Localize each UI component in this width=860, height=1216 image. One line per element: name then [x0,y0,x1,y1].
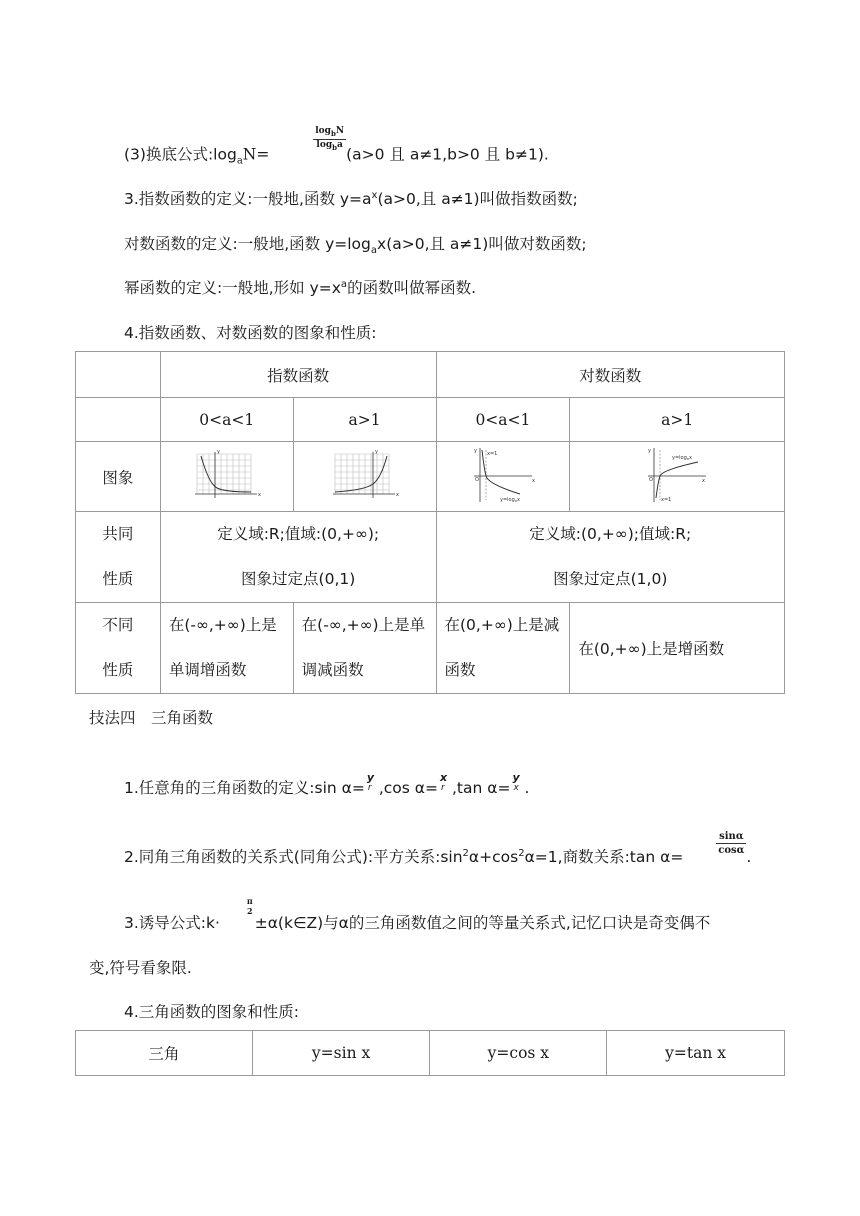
same-angle-relations [124,831,752,871]
axis-x-label: x [257,491,261,498]
text: x [371,189,378,201]
trig-table-intro: 4.三角函数的图象和性质: [124,1003,300,1021]
text: 在(-∞,+∞)上是 [168,616,277,634]
empty-cell [76,398,161,442]
curve-label: $y=\log_ax$ [499,496,520,503]
text: 幂函数的定义:一般地,形如 y=x [124,279,341,297]
text: 共同 [102,525,134,543]
text: 调减函数 [301,661,364,679]
section-title-trig: 技法四 三角函数 [89,709,214,727]
text: ,tan α= [452,779,511,797]
text: ,cos α= [378,779,438,797]
text: α=1,商数关系:tan α= [524,848,684,866]
cond-log-large: a>1 [570,398,785,442]
graph-log-increasing [570,442,785,512]
log-fraction [313,126,346,153]
diff-log-small [436,603,570,694]
axis-y-label: y [648,447,652,454]
cond-exp-small: 0<a<1 [160,398,293,442]
trig-col-label: 三角 [76,1031,253,1076]
axis-y-label: y [473,447,477,454]
text: 性质 [102,570,134,588]
change-of-base-line [124,126,549,169]
log-decreasing-graph [470,446,536,504]
log-increasing-graph [644,446,710,504]
row-label-diff [76,603,161,694]
text: N= [242,145,270,164]
axis-y-label: y [374,448,378,455]
text: log [315,126,331,136]
text: 定义域:(0,+∞);值域:R; [529,525,692,543]
text: 在(-∞,+∞)上是单 [301,616,426,634]
text: . [524,779,530,797]
exp-decay-graph [191,448,263,502]
axis-x-label: x [395,491,399,498]
cond-exp-large: a>1 [293,398,436,442]
origin-label: O [649,476,654,483]
text: 2 [462,847,469,859]
exp-definition [124,187,578,209]
text: a [340,278,348,290]
empty-cell [76,352,161,398]
text: (a>0,且 a≠1)叫做指数函数; [377,190,578,208]
text: ±α(k∈Z)与α的三角函数值之间的等量关系式,记忆口诀是奇变偶不 [254,914,711,932]
trig-definition: 1.任意角的三角函数的定义:sin α= y r ,cos α= x r ,tan α= y x . [124,771,530,797]
induction-formula-cont: 变,符号看象限. [89,959,192,977]
trig-col-cos: y=cos x [430,1031,607,1076]
induction-formula [124,895,711,934]
diff-log-large: 在(0,+∞)上是增函数 [570,603,785,694]
text: . [746,848,752,866]
log-definition [124,232,587,256]
pi-over-2: π 2 [246,895,253,916]
text: 1.任意角的三角函数的定义:sin α= [124,779,365,797]
text: N [335,126,345,136]
origin-label: O [474,476,479,483]
diff-exp-small [160,603,293,694]
curve-label: $y=\log_ax$ [672,454,693,461]
text: (3)换底公式:log [124,145,237,164]
exp-growth-graph [329,448,401,502]
trig-table [75,1030,785,1076]
text: b [330,128,336,138]
exp-log-table [75,351,785,694]
row-label-graph: 图象 [76,442,161,512]
graph-exp-increasing [293,442,436,512]
text: x(a>0,且 a≠1)叫做对数函数; [377,235,587,253]
text: 3.诱导公式:k· [124,914,220,932]
text: 不同 [102,616,134,634]
x1-label: x=1 [486,450,498,457]
text: 定义域:R;值域:(0,+∞); [217,525,380,543]
table-intro: 4.指数函数、对数函数的图象和性质: [124,324,377,342]
axis-y-label: y [216,448,220,455]
x1-label: x=1 [661,496,672,503]
text: 函数 [444,661,476,679]
diff-exp-large [293,603,436,694]
axis-x-label: x [531,477,535,484]
text: a [370,245,378,257]
trig-col-sin: y=sin x [252,1031,430,1076]
text: 的函数叫做幂函数. [347,279,476,297]
text: 性质 [102,661,134,679]
text: 2.同角三角函数的关系式(同角公式):平方关系:sin [124,848,463,866]
cond-log-small: 0<a<1 [436,398,570,442]
text: b [332,142,338,152]
text: a [236,155,243,167]
trig-col-tan: y=tan x [607,1031,785,1076]
text: 3.指数函数的定义:一般地,函数 y=a [124,190,372,208]
tan-fraction: $\frac{\sin\alpha}{\cos\alpha}$ [718,831,745,856]
text: 图象过定点(1,0) [553,570,668,588]
axis-x-label: x [702,477,706,484]
graph-exp-decreasing [160,442,293,512]
text: 图象过定点(0,1) [241,570,356,588]
text: 在(0,+∞)上是减 [444,616,560,634]
power-definition [124,276,476,298]
text: (a>0 且 a≠1,b>0 且 b≠1). [346,145,549,164]
header-log: 对数函数 [436,352,785,398]
header-exp: 指数函数 [160,352,436,398]
log-common-props [436,512,785,603]
graph-log-decreasing [436,442,570,512]
text: α+cos [468,848,519,866]
text: 2 [518,847,525,859]
text: a [337,139,343,150]
text: 对数函数的定义:一般地,函数 y=log [124,235,371,253]
text: log [316,139,333,150]
exp-common-props [160,512,436,603]
row-label-common [76,512,161,603]
text: 单调增函数 [168,661,247,679]
